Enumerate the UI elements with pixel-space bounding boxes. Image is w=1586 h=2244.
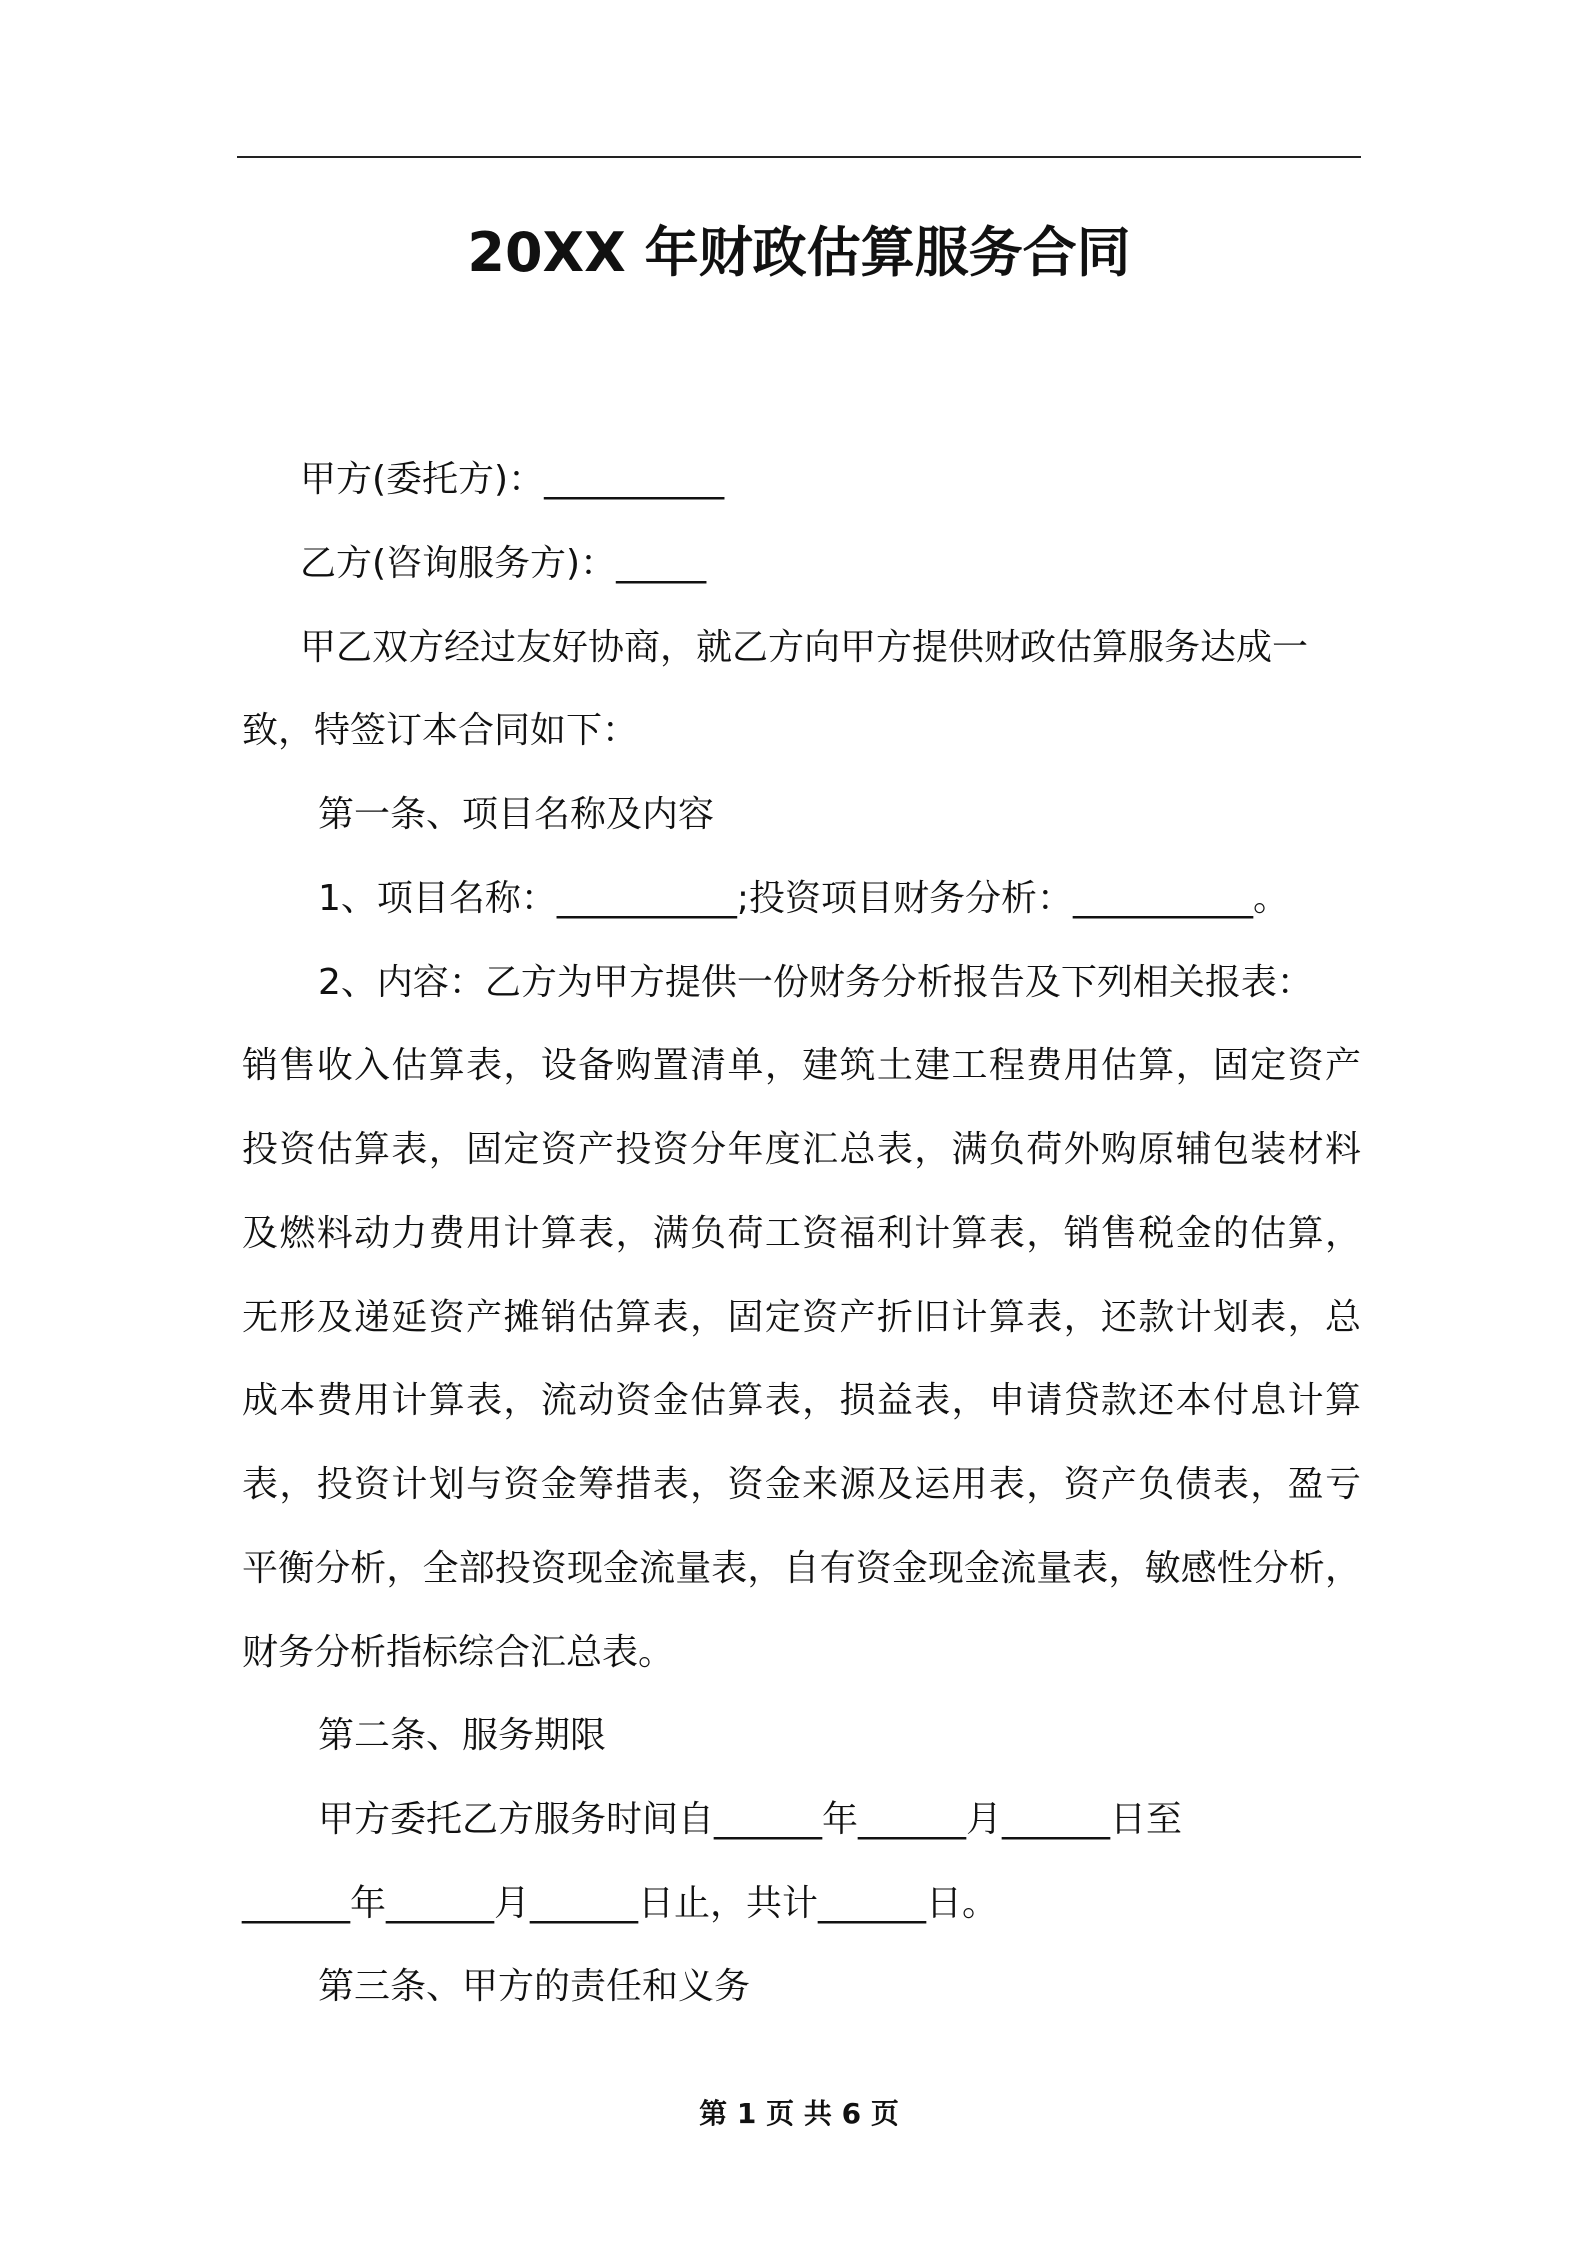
article-1-item-2-line-3: 投资估算表，固定资产投资分年度汇总表，满负荷外购原辅包装材料 [242, 1129, 1361, 1170]
document-title: 20XX 年财政估算服务合同 [467, 221, 1131, 284]
party-a-line: 甲方(委托方)：__________ [300, 459, 725, 500]
article-1-item-2-line-9: 财务分析指标综合汇总表。 [242, 1632, 675, 1673]
preamble-line-1: 甲乙双方经过友好协商，就乙方向甲方提供财政估算服务达成一 [300, 627, 1309, 668]
article-1-item-2-line-6: 成本费用计算表，流动资金估算表，损益表，申请贷款还本付息计算 [242, 1380, 1361, 1421]
article-1-item-2-line-7: 表，投资计划与资金筹措表，资金来源及运用表，资产负债表，盈亏 [242, 1464, 1361, 1505]
article-1-heading: 第一条、项目名称及内容 [318, 794, 715, 835]
article-1-item-2-line-8: 平衡分析，全部投资现金流量表，自有资金现金流量表，敏感性分析， [242, 1548, 1361, 1589]
article-1-item-2-line-4: 及燃料动力费用计算表，满负荷工资福利计算表，销售税金的估算， [242, 1213, 1361, 1254]
article-1-item-2-line-5: 无形及递延资产摊销估算表，固定资产折旧计算表，还款计划表，总 [242, 1297, 1361, 1338]
article-2-heading: 第二条、服务期限 [318, 1715, 607, 1756]
party-b-line: 乙方(咨询服务方)：_____ [300, 543, 707, 584]
article-3-heading: 第三条、甲方的责任和义务 [318, 1966, 751, 2007]
article-1-item-1: 1、项目名称：__________;投资项目财务分析：__________。 [318, 878, 1290, 919]
article-2-line-2: ______年______月______日止，共计______日。 [242, 1883, 999, 1924]
article-1-item-2-line-2: 销售收入估算表，设备购置清单，建筑土建工程费用估算，固定资产 [242, 1045, 1361, 1086]
article-1-item-2-line-1: 2、内容：乙方为甲方提供一份财务分析报告及下列相关报表： [318, 962, 1313, 1003]
preamble-line-2: 致，特签订本合同如下： [242, 710, 639, 751]
page-number-footer: 第 1 页 共 6 页 [699, 2097, 899, 2130]
article-2-line-1: 甲方委托乙方服务时间自______年______月______日至 [318, 1799, 1183, 1840]
header-rule [237, 156, 1361, 158]
